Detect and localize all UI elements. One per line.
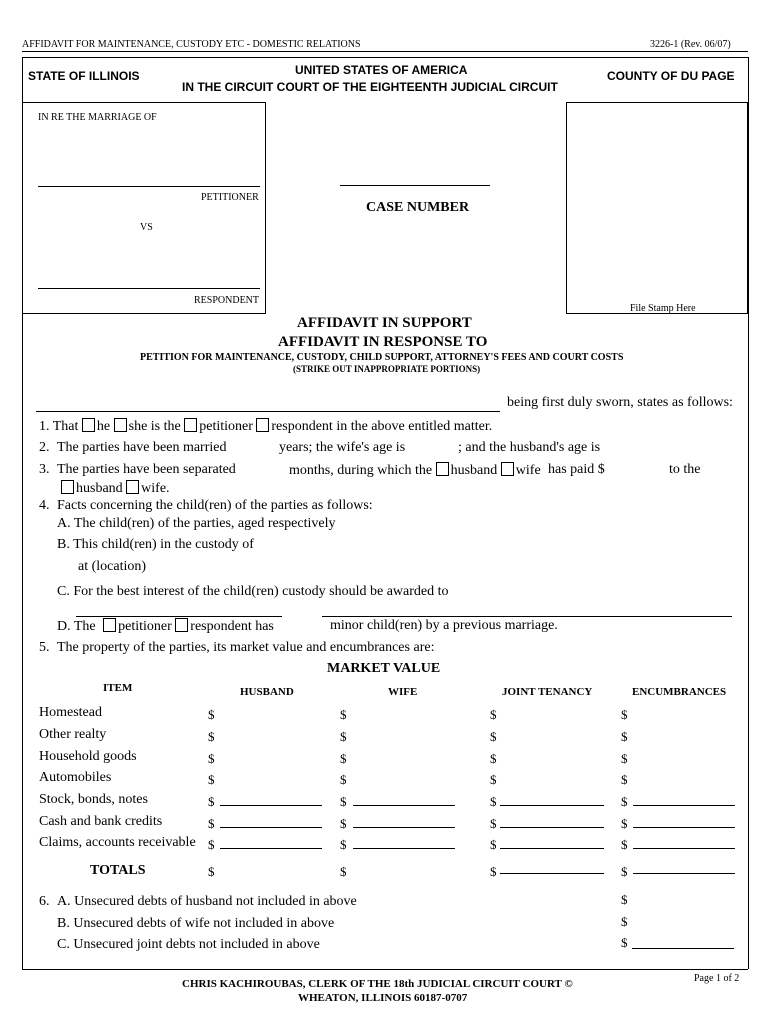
dollar-sign: $: [208, 772, 215, 787]
respondent-name-field[interactable]: [38, 288, 260, 289]
item-3-to: to the: [669, 462, 701, 477]
dollar-sign: $: [340, 816, 347, 831]
col-item: ITEM: [103, 682, 133, 694]
item-4d-text: D. The: [57, 619, 96, 634]
dollar-sign: $: [340, 837, 347, 852]
debt-joint-text: C. Unsecured joint debts not included in above: [57, 937, 320, 952]
caption-bottom: [22, 313, 266, 314]
respondent-checkbox[interactable]: [256, 418, 269, 432]
dollar-sign: $: [490, 772, 497, 787]
property-row-label: Household goods: [39, 749, 137, 764]
debt-joint-dollar: $: [621, 935, 628, 950]
caption-top: [22, 102, 266, 103]
item-4d-line: [57, 618, 274, 635]
item-4d-petitioner-checkbox[interactable]: [103, 618, 116, 632]
property-value-field[interactable]: [220, 805, 322, 806]
col-husband: HUSBAND: [240, 686, 294, 698]
item-3-wife2-checkbox[interactable]: [126, 480, 139, 494]
property-row-label: Stock, bonds, notes: [39, 792, 148, 807]
col-wife: WIFE: [388, 686, 418, 698]
he-label: he: [96, 419, 111, 434]
item-3-wife-label: wife: [515, 463, 541, 478]
case-number-label: CASE NUMBER: [366, 200, 470, 215]
item-4c-text: C. For the best interest of the child(ren) custody should be awarded to: [57, 584, 449, 599]
item-1-that: That: [52, 419, 79, 434]
item-3-husband2-label: husband: [76, 481, 123, 496]
dollar-sign: $: [621, 816, 628, 831]
debt-husband-text: A. Unsecured debts of husband not included in above: [57, 894, 357, 909]
frame-right: [748, 57, 749, 969]
frame-top: [22, 57, 748, 58]
in-re-label: IN RE THE MARRIAGE OF: [38, 112, 157, 123]
dollar-sign: $: [621, 707, 628, 722]
item-2-wife-age: years; the wife's age is: [279, 440, 406, 455]
item-4b-text: B. This child(ren) in the custody of: [57, 537, 254, 552]
item-3-months-text: months, during which the: [289, 463, 433, 478]
petitioner-checkbox[interactable]: [184, 418, 197, 432]
totals-field[interactable]: [500, 873, 604, 874]
dollar-sign: $: [208, 837, 215, 852]
state-label: STATE OF ILLINOIS: [28, 69, 140, 83]
property-row-label: Cash and bank credits: [39, 814, 163, 829]
property-value-field[interactable]: [633, 848, 735, 849]
item-1-line: [39, 418, 492, 435]
item-4d-petitioner-label: petitioner: [118, 619, 172, 634]
dollar-sign: $: [340, 772, 347, 787]
dollar-sign: $: [490, 837, 497, 852]
totals-dollar: $: [208, 864, 215, 879]
custody-award-field[interactable]: [76, 616, 282, 617]
dollar-sign: $: [208, 729, 215, 744]
item-3-wife2-label: wife.: [141, 481, 170, 496]
title-response: AFFIDAVIT IN RESPONSE TO: [278, 334, 488, 350]
totals-dollar: $: [490, 864, 497, 879]
property-value-field[interactable]: [220, 827, 322, 828]
form-number: 3226-1 (Rev. 06/07): [650, 39, 731, 50]
item-3-num: 3.: [39, 462, 50, 477]
dollar-sign: $: [208, 816, 215, 831]
dollar-sign: $: [340, 707, 347, 722]
item-1-num: 1.: [39, 419, 50, 434]
property-value-field[interactable]: [220, 848, 322, 849]
property-value-field[interactable]: [500, 805, 604, 806]
item-3-paid: has paid $: [548, 462, 605, 477]
affiant-name-field[interactable]: [36, 411, 500, 412]
item-4b-location: at (location): [78, 559, 147, 574]
dollar-sign: $: [340, 794, 347, 809]
col-joint-tenancy: JOINT TENANCY: [502, 686, 593, 698]
property-value-field[interactable]: [500, 848, 604, 849]
title-note: (STRIKE OUT INAPPROPRIATE PORTIONS): [293, 364, 481, 374]
item-4-num: 4.: [39, 498, 50, 513]
petitioner-option-label: petitioner: [199, 419, 253, 434]
header-rule: [22, 51, 748, 52]
totals-dollar: $: [621, 864, 628, 879]
property-value-field[interactable]: [633, 827, 735, 828]
item-4-text: Facts concerning the child(ren) of the parties as follows:: [57, 498, 373, 513]
dollar-sign: $: [208, 707, 215, 722]
item-3-line-2: [61, 480, 170, 497]
item-3-separated: The parties have been separated: [57, 462, 236, 477]
sworn-text: being first duly sworn, states as follows:: [507, 395, 733, 410]
totals-field[interactable]: [633, 873, 735, 874]
property-value-field[interactable]: [353, 805, 455, 806]
dollar-sign: $: [621, 772, 628, 787]
she-label: she is the: [128, 419, 181, 434]
page-number: Page 1 of 2: [694, 973, 740, 984]
totals-label: TOTALS: [90, 863, 146, 878]
dollar-sign: $: [490, 794, 497, 809]
property-value-field[interactable]: [633, 805, 735, 806]
caption-divider: [265, 102, 266, 314]
title-support: AFFIDAVIT IN SUPPORT: [297, 315, 472, 331]
item-2-husband-age: ; and the husband's age is: [458, 440, 601, 455]
property-row-label: Homestead: [39, 705, 102, 720]
custody-award-field-2[interactable]: [322, 616, 732, 617]
country-label: UNITED STATES OF AMERICA: [295, 63, 468, 77]
dollar-sign: $: [340, 751, 347, 766]
vs-label: VS: [140, 222, 153, 233]
item-2-married: The parties have been married: [57, 440, 227, 455]
file-stamp-label: File Stamp Here: [630, 303, 696, 314]
debt-husband-dollar: $: [621, 892, 628, 907]
clerk-line: CHRIS KACHIROUBAS, CLERK OF THE 18th JUDICIAL CIRCUIT COURT ©: [182, 978, 573, 990]
respondent-label: RESPONDENT: [194, 295, 260, 306]
frame-bottom: [22, 969, 748, 970]
item-3-husband-checkbox[interactable]: [436, 462, 449, 476]
debt-wife-text: B. Unsecured debts of wife not included in above: [57, 916, 335, 931]
case-number-field[interactable]: [340, 185, 490, 186]
petitioner-name-field[interactable]: [38, 186, 260, 187]
item-3-wife-checkbox[interactable]: [501, 462, 514, 476]
item-5-text: The property of the parties, its market value and encumbrances are:: [57, 640, 435, 655]
item-3-husband-label: husband: [450, 463, 498, 478]
property-value-field[interactable]: [353, 827, 455, 828]
debt-joint-field[interactable]: [632, 948, 734, 949]
dollar-sign: $: [621, 837, 628, 852]
item-5-num: 5.: [39, 640, 50, 655]
court-label: IN THE CIRCUIT COURT OF THE EIGHTEENTH JUDICIAL CIRCUIT: [182, 80, 558, 94]
item-3-husband2-checkbox[interactable]: [61, 480, 74, 494]
dollar-sign: $: [208, 794, 215, 809]
item-4d-minor: minor child(ren) by a previous marriage.: [330, 618, 558, 633]
totals-dollar: $: [340, 864, 347, 879]
col-encumbrances: ENCUMBRANCES: [632, 686, 727, 698]
dollar-sign: $: [621, 751, 628, 766]
he-checkbox[interactable]: [82, 418, 95, 432]
she-checkbox[interactable]: [114, 418, 127, 432]
item-4d-respondent-checkbox[interactable]: [175, 618, 188, 632]
dollar-sign: $: [490, 751, 497, 766]
item-3-months: [289, 462, 541, 479]
item-4a-text: A. The child(ren) of the parties, aged respectively: [57, 516, 336, 531]
dollar-sign: $: [208, 751, 215, 766]
frame-left: [22, 57, 23, 969]
dollar-sign: $: [340, 729, 347, 744]
file-stamp-box: [566, 102, 748, 314]
item-4d-respondent-label: respondent has: [190, 619, 274, 634]
dollar-sign: $: [490, 816, 497, 831]
county-label: COUNTY OF DU PAGE: [607, 69, 735, 83]
property-row-label: Automobiles: [39, 770, 112, 785]
property-value-field[interactable]: [353, 848, 455, 849]
item-2-num: 2.: [39, 440, 50, 455]
property-value-field[interactable]: [500, 827, 604, 828]
dollar-sign: $: [490, 729, 497, 744]
title-subtitle: PETITION FOR MAINTENANCE, CUSTODY, CHILD SUPPORT, ATTORNEY'S FEES AND COURT COSTS: [140, 352, 624, 363]
clerk-address: WHEATON, ILLINOIS 60187-0707: [298, 992, 468, 1004]
dollar-sign: $: [621, 794, 628, 809]
respondent-option-label: respondent in the above entitled matter.: [271, 419, 493, 434]
form-title: AFFIDAVIT FOR MAINTENANCE, CUSTODY ETC - DOMESTIC RELATIONS: [22, 39, 361, 50]
debt-wife-dollar: $: [621, 914, 628, 929]
item-6-num: 6.: [39, 894, 50, 909]
market-value-heading: MARKET VALUE: [327, 661, 441, 676]
property-row-label: Claims, accounts receivable: [39, 835, 196, 850]
property-row-label: Other realty: [39, 727, 107, 742]
petitioner-label: PETITIONER: [201, 192, 259, 203]
dollar-sign: $: [621, 729, 628, 744]
dollar-sign: $: [490, 707, 497, 722]
